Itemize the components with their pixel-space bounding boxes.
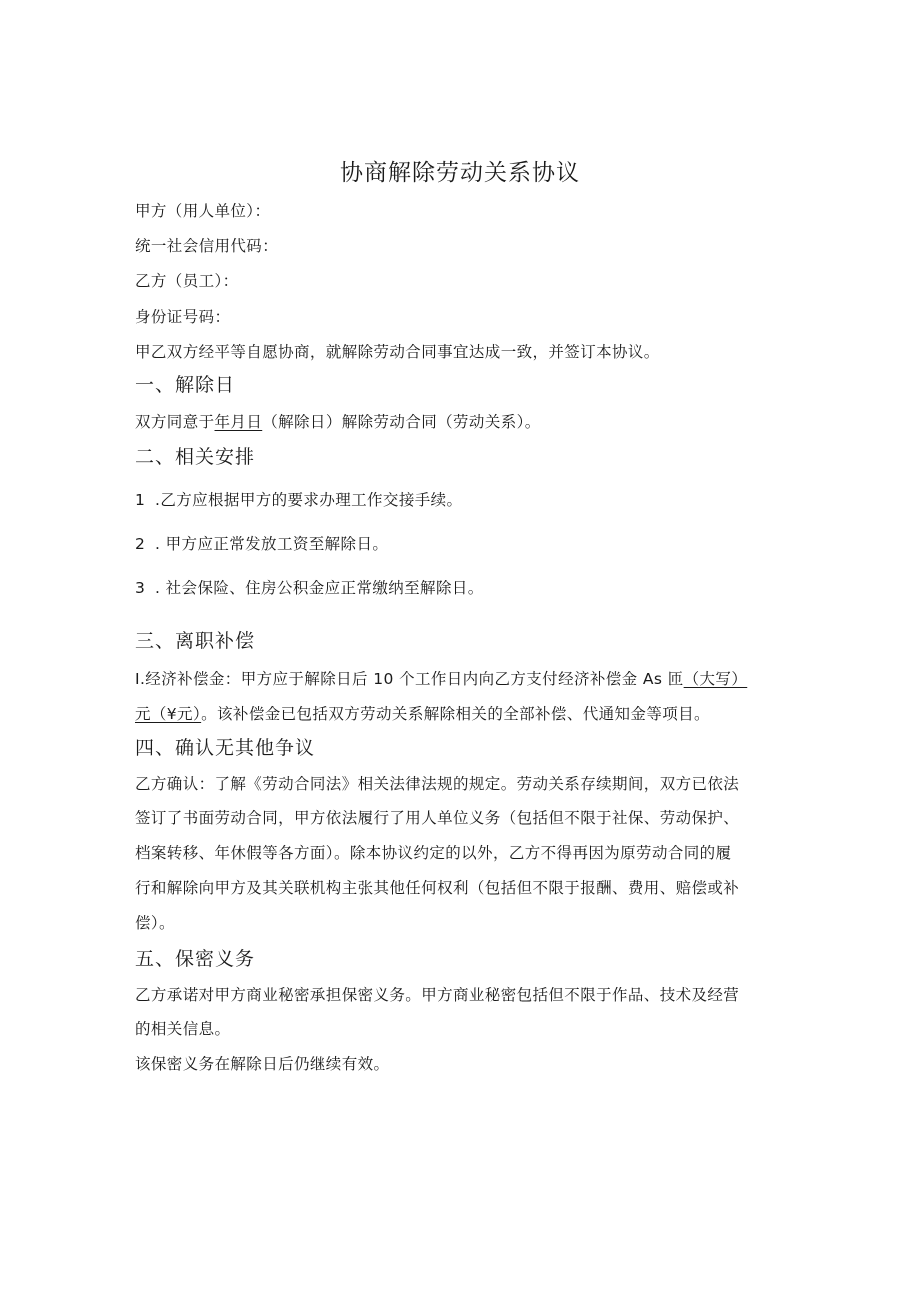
party-a-label: 甲方（用人单位）：: [135, 202, 271, 220]
amount-uppercase-blank: （大写）: [683, 670, 748, 688]
section2-item-text: . 社会保险、住房公积金应正常缴纳至解除日。: [155, 579, 484, 597]
section2-item-text: . 甲方应正常发放工资至解除日。: [155, 535, 389, 553]
section1-text: [135, 411, 785, 433]
section3-line2: [135, 703, 785, 725]
section1-text-post: （解除日）解除劳动合同（劳动关系）。: [262, 413, 541, 431]
section4-line: 签订了书面劳动合同，甲方依法履行了用人单位义务（包括但不限于社保、劳动保护、: [135, 809, 740, 827]
section2-item: [135, 533, 785, 555]
document-title: 协商解除劳动关系协议: [340, 160, 580, 186]
section4-heading: 四、确认无其他争议: [135, 737, 316, 759]
section5-heading: 五、保密义务: [135, 948, 256, 970]
credit-code-label: 统一社会信用代码：: [135, 237, 279, 255]
preamble-text: 甲乙双方经平等自愿协商，就解除劳动合同事宜达成一致，并签订本协议。: [135, 343, 660, 361]
section2-item: [135, 489, 785, 511]
section4-line: 偿）。: [135, 914, 175, 932]
section4-line: 档案转移、年休假等各方面）。除本协议约定的以外，乙方不得再因为原劳动合同的履: [135, 844, 732, 862]
section2-item-number: 2: [135, 535, 146, 553]
section2-item: [135, 577, 785, 599]
termination-date-blank: 年月日: [214, 413, 263, 431]
section3-heading: 三、离职补偿: [135, 630, 256, 652]
amount-number-blank: 元（¥元）: [135, 705, 202, 723]
section5-line: 该保密义务在解除日后仍继续有效。: [135, 1055, 390, 1073]
id-number-label: 身份证号码：: [135, 308, 231, 326]
section4-line: 乙方确认：了解《劳动合同法》相关法律法规的规定。劳动关系存续期间，双方已依法: [135, 775, 740, 793]
section5-line: 的相关信息。: [135, 1020, 231, 1038]
section2-item-text: .乙方应根据甲方的要求办理工作交接手续。: [155, 491, 463, 509]
section5-line: 乙方承诺对甲方商业秘密承担保密义务。甲方商业秘密包括但不限于作品、技术及经营: [135, 986, 740, 1004]
section3-line2-text: 。该补偿金已包括双方劳动关系解除相关的全部补偿、代通知金等项目。: [201, 705, 710, 723]
party-b-label: 乙方（员工）：: [135, 272, 239, 290]
section3-line1-text: I.经济补偿金：甲方应于解除日后 10 个工作日内向乙方支付经济补偿金 As 匝: [135, 670, 684, 688]
section1-text-pre: 双方同意于: [135, 413, 215, 431]
section4-line: 行和解除向甲方及其关联机构主张其他任何权利（包括但不限于报酬、费用、赔偿或补: [135, 879, 740, 897]
section1-heading: 一、解除日: [135, 374, 236, 396]
section2-heading: 二、相关安排: [135, 446, 256, 468]
section2-item-number: 1: [135, 491, 146, 509]
section3-line1: [135, 668, 785, 690]
section2-item-number: 3: [135, 579, 146, 597]
